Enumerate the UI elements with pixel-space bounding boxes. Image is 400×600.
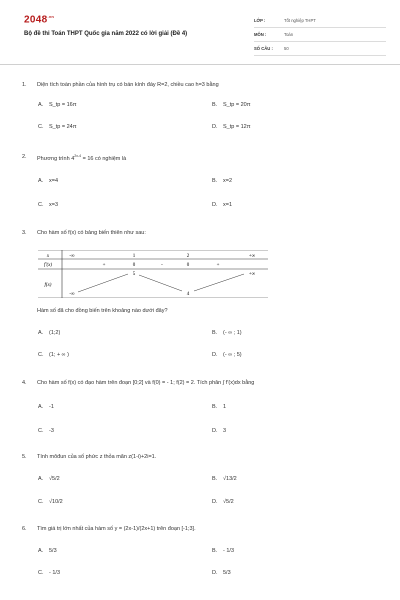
option-c[interactable]	[38, 202, 58, 208]
question-number: 6.	[22, 526, 27, 532]
option-label: A.	[38, 404, 44, 410]
option-d[interactable]	[212, 499, 234, 505]
option-d[interactable]	[212, 570, 231, 576]
vt-sign: 0	[186, 263, 190, 268]
option-b[interactable]	[212, 330, 242, 336]
vt-sign: 0	[132, 263, 136, 268]
option-label: D.	[212, 352, 218, 358]
option-text: S_tp = 12π	[223, 124, 251, 130]
option-label: C.	[38, 202, 44, 208]
vt-f-value: 5	[132, 272, 136, 277]
page-header	[0, 0, 400, 65]
meta-value: Tốt nghiệp THPT	[284, 18, 316, 23]
option-a[interactable]	[38, 404, 54, 410]
option-label: D.	[212, 570, 218, 576]
vt-x-value: +∞	[248, 254, 256, 259]
vt-x-value: -∞	[69, 254, 75, 259]
vt-fprime-label: f'(x)	[43, 263, 53, 268]
option-d[interactable]	[212, 352, 242, 358]
option-label: D.	[212, 124, 218, 130]
option-label: B.	[212, 476, 218, 482]
vt-x-value: 1	[132, 254, 136, 259]
vt-arrow-down	[139, 275, 182, 291]
option-text: 5/3	[223, 570, 231, 576]
option-d[interactable]	[212, 124, 251, 130]
question-number: 3.	[22, 230, 27, 236]
meta-row-subject	[254, 28, 386, 42]
question-subtext: Hàm số đã cho đồng biến trên khoảng nào dưới đây?	[37, 308, 168, 314]
option-b[interactable]	[212, 102, 251, 108]
meta-box	[254, 14, 386, 56]
option-label: D.	[212, 202, 218, 208]
meta-key: MÔN :	[254, 32, 267, 37]
option-text: S_tp = 20π	[223, 102, 251, 108]
option-text: √5/2	[49, 476, 60, 482]
question-number: 1.	[22, 82, 27, 88]
option-label: B.	[212, 548, 218, 554]
option-d[interactable]	[212, 202, 232, 208]
question-text: Cho hàm số f(x) có bảng biến thiên như sau:	[37, 230, 146, 236]
question-text-after: = 16 có nghiệm là	[81, 155, 127, 162]
vt-f-value: -∞	[69, 292, 75, 297]
option-label: A.	[38, 330, 44, 336]
exponent: 2x-4	[74, 154, 82, 158]
option-text: x=4	[49, 178, 59, 184]
option-text: 1	[223, 404, 227, 410]
logo-suffix: .vn	[47, 14, 55, 19]
option-text: (- ∞ ; 5)	[223, 352, 242, 358]
option-label: B.	[212, 178, 218, 184]
option-a[interactable]	[38, 330, 60, 336]
vt-sign: +	[102, 263, 106, 268]
meta-value: Toán	[284, 32, 294, 37]
option-text: 5/3	[49, 548, 57, 554]
vt-arrow-up	[194, 274, 244, 291]
option-text: - 1/3	[223, 548, 235, 554]
option-label: B.	[212, 102, 218, 108]
meta-value: 50	[284, 46, 289, 51]
option-label: B.	[212, 330, 218, 336]
option-c[interactable]	[38, 428, 54, 434]
option-a[interactable]	[38, 178, 58, 184]
option-text: √13/2	[223, 476, 237, 482]
option-label: A.	[38, 476, 44, 482]
option-text: x=2	[223, 178, 233, 184]
option-label: C.	[38, 124, 44, 130]
vt-arrow-up	[78, 274, 128, 292]
option-d[interactable]	[212, 428, 226, 434]
meta-row-count	[254, 42, 386, 56]
vt-sign: +	[216, 263, 220, 268]
option-b[interactable]	[212, 548, 234, 554]
option-text: √10/2	[49, 499, 63, 505]
option-a[interactable]	[38, 548, 57, 554]
option-text: (1;2)	[49, 330, 61, 336]
variation-table	[38, 250, 268, 298]
meta-key: SỐ CÂU :	[254, 46, 273, 51]
option-text: x=3	[49, 202, 59, 208]
question-number: 2.	[22, 154, 27, 160]
option-label: C.	[38, 352, 44, 358]
option-label: D.	[212, 428, 218, 434]
question-text: Tìm giá trị lớn nhất của hàm số y = (2x-1)/(2x+1) trên đoạn [-1;3].	[37, 526, 196, 532]
option-a[interactable]	[38, 102, 77, 108]
option-label: D.	[212, 499, 218, 505]
option-b[interactable]	[212, 178, 232, 184]
option-text: (1; + ∞ )	[49, 352, 69, 358]
question-text	[37, 154, 126, 162]
meta-key: LỚP :	[254, 18, 266, 23]
option-c[interactable]	[38, 124, 77, 130]
option-c[interactable]	[38, 570, 60, 576]
option-c[interactable]	[38, 499, 63, 505]
option-b[interactable]	[212, 476, 237, 482]
option-label: C.	[38, 499, 44, 505]
question-text: Cho hàm số f(x) có đạo hàm trên đoạn [0;2] và f(0) = - 1; f(2) = 2. Tích phân ∫ f'(x)dx bằng	[37, 380, 255, 386]
question-text: Tính môđun của số phức z thỏa mãn z(1-i)+2i=1.	[37, 454, 157, 460]
vt-sign: -	[161, 263, 163, 268]
option-a[interactable]	[38, 476, 60, 482]
option-text: -3	[49, 428, 54, 434]
vt-f-value: +∞	[248, 272, 256, 277]
site-logo[interactable]	[24, 14, 54, 25]
vt-x-value: 2	[186, 254, 190, 259]
variation-table-svg	[38, 250, 268, 298]
question-number: 5.	[22, 454, 27, 460]
option-label: C.	[38, 428, 44, 434]
document-title: Bộ đề thi Toán THPT Quốc gia năm 2022 có lời giải (Đề 4)	[24, 31, 188, 37]
question-text-before: Phương trình 4	[37, 155, 75, 162]
vt-f-label: f(x)	[44, 283, 52, 288]
option-c[interactable]	[38, 352, 69, 358]
option-text: √5/2	[223, 499, 234, 505]
option-label: B.	[212, 404, 218, 410]
option-text: 3	[223, 428, 227, 434]
option-text: S_tp = 24π	[49, 124, 77, 130]
question-number: 4.	[22, 380, 27, 386]
meta-row-class	[254, 14, 386, 28]
option-text: x=1	[223, 202, 233, 208]
option-label: A.	[38, 548, 44, 554]
option-label: C.	[38, 570, 44, 576]
logo-text: 2048	[24, 14, 48, 26]
option-b[interactable]	[212, 404, 226, 410]
question-text: Diện tích toàn phần của hình trụ có bán kính đáy R=2, chiều cao h=3 bằng	[37, 82, 219, 88]
vt-f-value: 4	[186, 292, 190, 297]
option-text: S_tp = 16π	[49, 102, 77, 108]
option-text: -1	[49, 404, 54, 410]
option-text: (- ∞ ; 1)	[223, 330, 242, 336]
vt-x-label: x	[46, 254, 50, 259]
option-label: A.	[38, 102, 44, 108]
option-text: - 1/3	[49, 570, 61, 576]
option-label: A.	[38, 178, 44, 184]
